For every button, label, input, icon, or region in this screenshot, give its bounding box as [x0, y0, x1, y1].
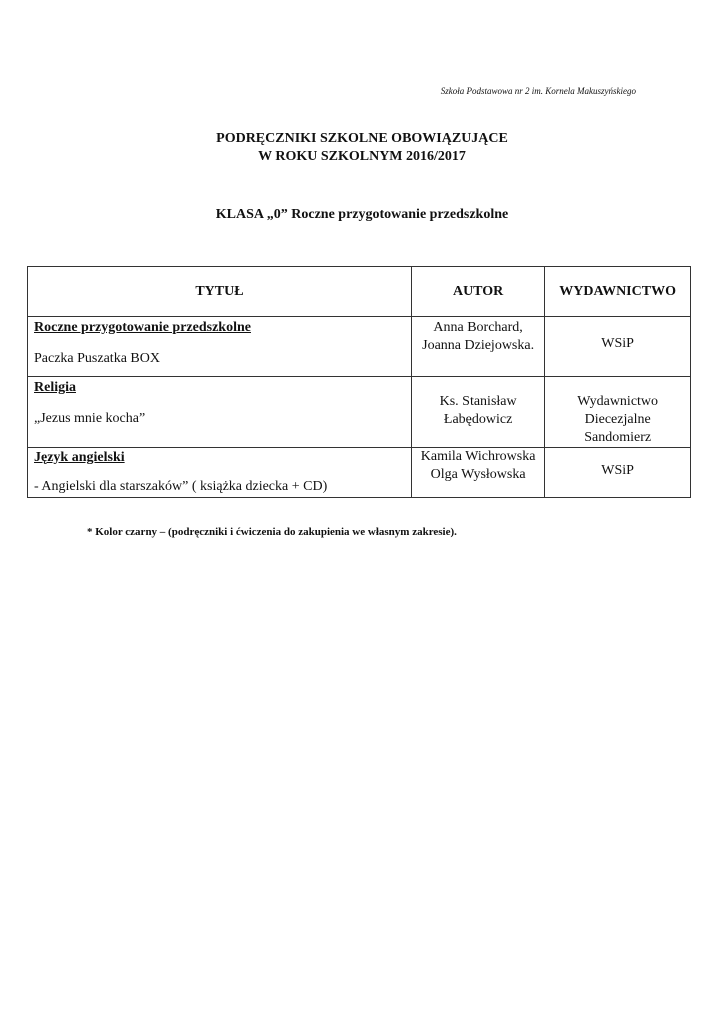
table-row: [28, 377, 691, 448]
publisher-line: Wydawnictwo: [577, 394, 659, 409]
book-title: - Angielski dla starszaków” ( książka dziecka + CD): [34, 479, 328, 494]
publisher-cell: [545, 317, 691, 377]
school-name: Szkoła Podstawowa nr 2 im. Kornela Makuszyńskiego: [440, 86, 636, 96]
publisher-line: Diecezjalne: [584, 412, 651, 427]
page-title: [0, 130, 724, 166]
author-cell: [411, 377, 544, 448]
title-line-2: W ROKU SZKOLNYM 2016/2017: [258, 149, 466, 164]
publisher-line: WSiP: [601, 336, 634, 351]
author-line: Joanna Dziejowska.: [422, 338, 535, 353]
author-line: Kamila Wichrowska: [420, 449, 536, 464]
subject-name: Religia: [34, 380, 76, 395]
book-title: Paczka Puszatka BOX: [34, 351, 160, 366]
author-line: Olga Wysłowska: [430, 467, 526, 482]
title-line-1: PODRĘCZNIKI SZKOLNE OBOWIĄZUJĄCE: [216, 131, 508, 146]
author-line: Anna Borchard,: [433, 320, 523, 335]
footnote: * Kolor czarny – (podręczniki i ćwiczenia do zakupienia we własnym zakresie).: [87, 526, 457, 538]
title-cell: [28, 448, 412, 498]
class-heading: KLASA „0” Roczne przygotowanie przedszkolne: [215, 207, 509, 222]
book-title: „Jezus mnie kocha”: [34, 411, 146, 426]
publisher-cell: [545, 377, 691, 448]
publisher-line: WSiP: [601, 463, 634, 478]
subject-name: Język angielski: [34, 450, 125, 465]
author-cell: [411, 317, 544, 377]
subject-name: Roczne przygotowanie przedszkolne: [34, 320, 251, 335]
author-line: Łabędowicz: [443, 412, 513, 427]
header-title: TYTUŁ: [28, 267, 412, 317]
title-cell: [28, 317, 412, 377]
header-author: AUTOR: [411, 267, 544, 317]
header-publisher: WYDAWNICTWO: [545, 267, 691, 317]
textbook-table: [27, 266, 691, 498]
table-row: [28, 448, 691, 498]
publisher-line: Sandomierz: [584, 430, 652, 445]
author-line: Ks. Stanisław: [439, 394, 517, 409]
author-cell: [411, 448, 544, 498]
table-row: [28, 317, 691, 377]
table-header-row: [28, 267, 691, 317]
title-cell: [28, 377, 412, 448]
publisher-cell: [545, 448, 691, 498]
